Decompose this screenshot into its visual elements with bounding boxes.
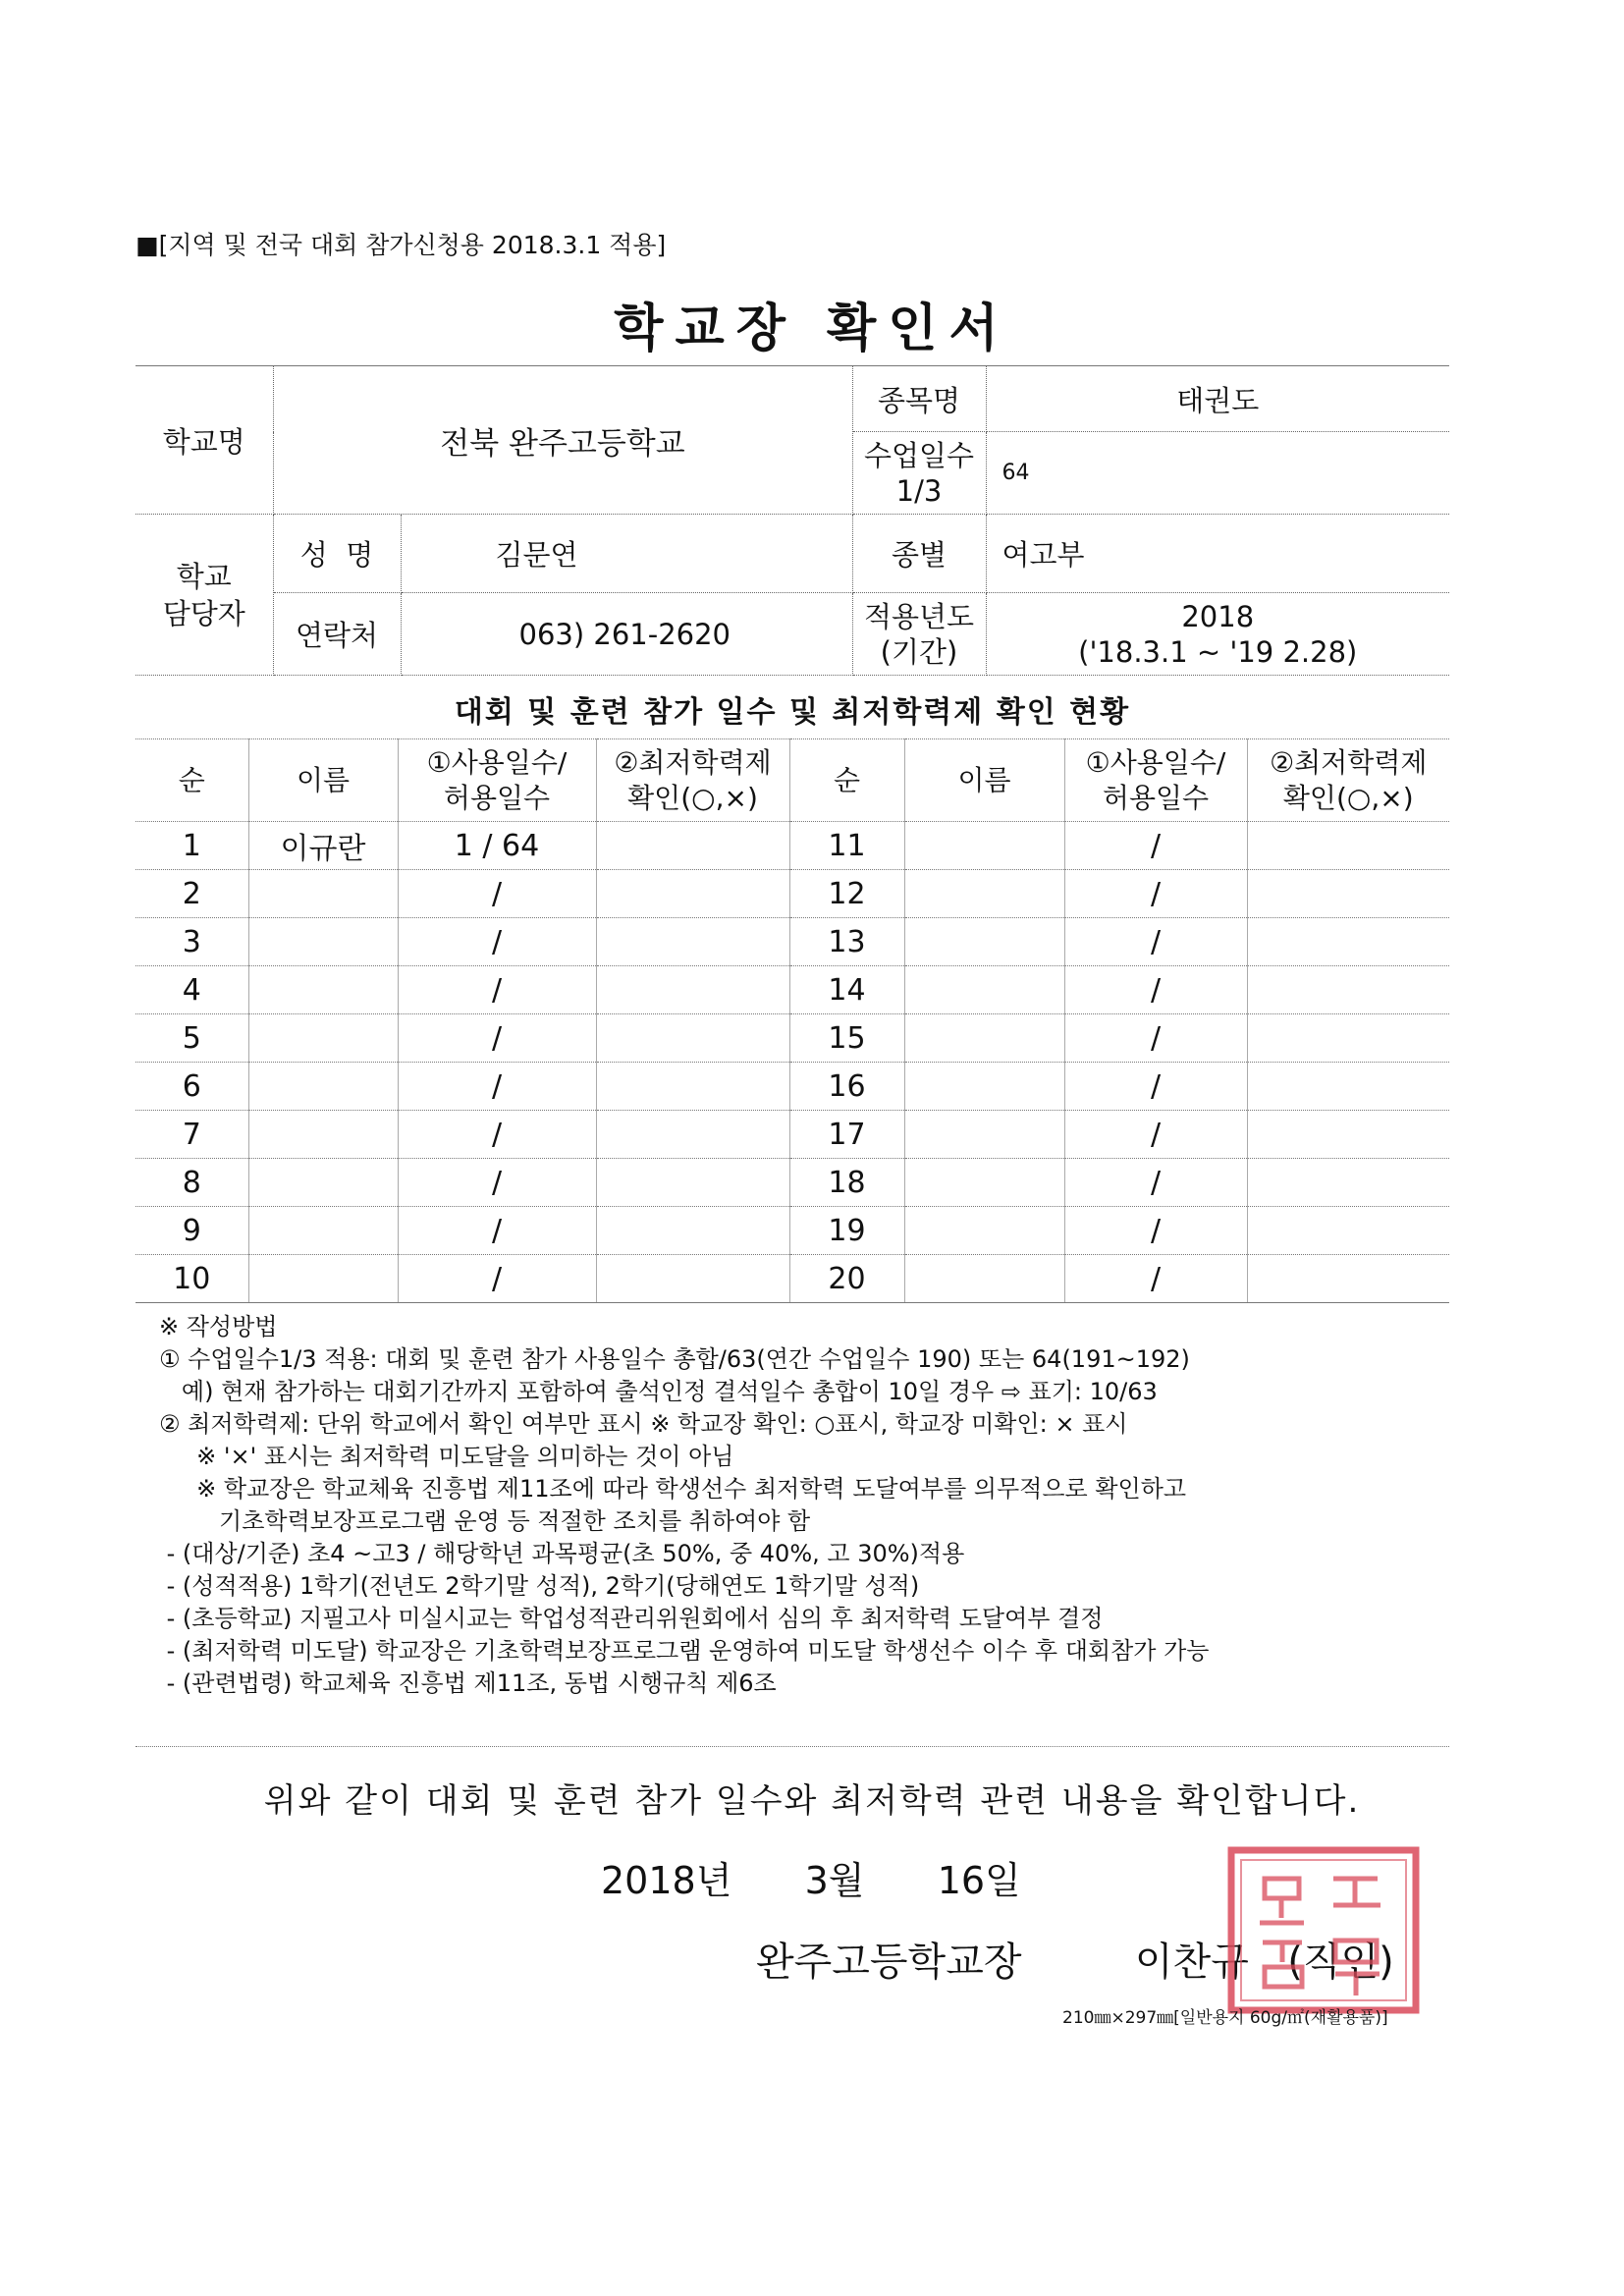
days-used: / [398, 1159, 596, 1207]
sport-value-cell [986, 366, 1449, 432]
header-min-line2: 확인(○,×) [627, 781, 758, 814]
days-used: / [398, 1255, 596, 1303]
row-no: 2 [135, 870, 248, 918]
days-used: / [1064, 870, 1247, 918]
student-name [248, 1014, 398, 1063]
days-used: / [1064, 1159, 1247, 1207]
days-used: / [1064, 966, 1247, 1014]
min-academic-check [1247, 1207, 1449, 1255]
note-line: - (관련법령) 학교체육 진흥법 제11조, 동법 시행규칙 제6조 [159, 1669, 777, 1697]
header-days-left [398, 739, 596, 822]
year-label-cell [852, 593, 986, 676]
school-name: 전북 완주고등학교 [440, 425, 685, 462]
contact-value-cell [401, 593, 852, 676]
header-days-right [1064, 739, 1247, 822]
writing-instructions [159, 1311, 1465, 1700]
days-used: / [398, 1014, 596, 1063]
name-label: 성 명 [299, 538, 374, 572]
student-name [248, 1159, 398, 1207]
manager-label-2: 담당자 [162, 596, 245, 630]
name-value: 김문연 [495, 538, 578, 572]
row-no: 8 [135, 1159, 248, 1207]
name-value-cell [401, 515, 852, 593]
days-used: / [1064, 1255, 1247, 1303]
date-year: 2018년 [601, 1859, 732, 1902]
days-used: / [398, 918, 596, 966]
days-used: / [398, 870, 596, 918]
header-no-right: 순 [789, 739, 904, 822]
min-academic-check [1247, 1063, 1449, 1111]
row-no: 14 [789, 966, 904, 1014]
student-name [248, 1207, 398, 1255]
student-name [248, 1111, 398, 1159]
school-label: 학교명 [162, 424, 245, 459]
note-line: - (대상/기준) 초4 ~고3 / 해당학년 과목평균(초 50%, 중 40%, 고 30%)적용 [159, 1540, 965, 1567]
contact-label: 연락처 [295, 619, 379, 652]
row-no: 19 [789, 1207, 904, 1255]
min-academic-check [596, 1207, 789, 1255]
student-name [248, 966, 398, 1014]
paper-spec: 210㎜×297㎜[일반용지 60g/㎡(재활용품)] [1062, 2008, 1388, 2028]
table-row [135, 870, 1449, 918]
header-days-line2: 허용일수 [1102, 781, 1210, 814]
min-academic-check [1247, 870, 1449, 918]
student-name [904, 822, 1064, 870]
contact-value: 063) 261-2620 [518, 617, 731, 651]
days-used: / [1064, 1111, 1247, 1159]
table-row [135, 1063, 1449, 1111]
name-label-cell [273, 515, 401, 593]
min-academic-check [596, 1014, 789, 1063]
days-used: / [1064, 1014, 1247, 1063]
days-used: / [398, 966, 596, 1014]
header-min-line1: ②최저학력제 [614, 745, 772, 779]
header-min-line2: 확인(○,×) [1282, 781, 1414, 814]
official-seal-stamp [1225, 1844, 1422, 2016]
note-line: - (성적적용) 1학기(전년도 2학기말 성적), 2학기(당해연도 1학기말 성적) [159, 1572, 920, 1600]
seal-label: (직인) [1287, 1940, 1394, 1985]
class-days-label-1: 수업일수 [863, 438, 975, 472]
min-academic-check [1247, 822, 1449, 870]
note-line: - (최저학력 미도달) 학교장은 기초학력보장프로그램 운영하여 미도달 학생선수 이수 후 대회참가 가능 [159, 1637, 1210, 1665]
note-line: ① 수업일수1/3 적용: 대회 및 훈련 참가 사용일수 총합/63(연간 수업일수 190) 또는 64(191~192) [159, 1345, 1190, 1373]
student-name [248, 870, 398, 918]
header-days-line1: ①사용일수/ [1085, 745, 1226, 779]
row-no: 4 [135, 966, 248, 1014]
manager-label-1: 학교 [176, 559, 232, 593]
table-row [135, 1014, 1449, 1063]
min-academic-check [596, 1159, 789, 1207]
min-academic-check [596, 1255, 789, 1303]
student-name [248, 1063, 398, 1111]
note-line: ※ 작성방법 [159, 1313, 278, 1340]
min-academic-check [1247, 1111, 1449, 1159]
row-no: 18 [789, 1159, 904, 1207]
row-no: 16 [789, 1063, 904, 1111]
contact-label-cell [273, 593, 401, 676]
table-row [135, 966, 1449, 1014]
school-name-cell [273, 366, 852, 515]
year-label-2: (기간) [880, 634, 958, 669]
note-line: ② 최저학력제: 단위 학교에서 확인 여부만 표시 ※ 학교장 확인: ○표시, 학교장 미확인: × 표시 [159, 1410, 1128, 1438]
min-academic-check [1247, 1159, 1449, 1207]
confirmation-text: 위와 같이 대회 및 훈련 참가 일수와 최저학력 관련 내용을 확인합니다. [263, 1781, 1361, 1821]
header-min-line1: ②최저학력제 [1270, 745, 1428, 779]
gender-value: 여고부 [1001, 538, 1085, 572]
days-used: 1 / 64 [398, 822, 596, 870]
note-line: 기초학력보장프로그램 운영 등 적절한 조치를 취하여야 함 [159, 1507, 811, 1535]
sport-value: 태권도 [1176, 383, 1260, 417]
gender-label: 종별 [891, 538, 947, 572]
table-row [135, 1255, 1449, 1303]
header-min-right [1247, 739, 1449, 822]
student-name [904, 1111, 1064, 1159]
student-name [904, 918, 1064, 966]
row-no: 7 [135, 1111, 248, 1159]
table-row [135, 1207, 1449, 1255]
student-name [904, 1255, 1064, 1303]
note-line: - (초등학교) 지필고사 미실시교는 학업성적관리위원회에서 심의 후 최저학력 도달여부 결정 [159, 1605, 1104, 1632]
days-used: / [1064, 822, 1247, 870]
header-min-left [596, 739, 789, 822]
min-academic-check [596, 966, 789, 1014]
min-academic-check [596, 1063, 789, 1111]
class-days-value: 64 [1001, 461, 1030, 485]
student-name [904, 966, 1064, 1014]
class-days-label-2: 1/3 [895, 473, 943, 508]
row-no: 13 [789, 918, 904, 966]
row-no: 6 [135, 1063, 248, 1111]
min-academic-check [1247, 1255, 1449, 1303]
student-name [248, 1255, 398, 1303]
page-title: 학교장 확인서 [614, 300, 1010, 358]
header-name-left: 이름 [248, 739, 398, 822]
class-days-label-cell [852, 432, 986, 515]
min-academic-check [1247, 1014, 1449, 1063]
student-name [904, 870, 1064, 918]
row-no: 3 [135, 918, 248, 966]
gender-label-cell [852, 515, 986, 593]
row-no: 10 [135, 1255, 248, 1303]
row-no: 1 [135, 822, 248, 870]
issue-date [601, 1850, 1021, 1904]
min-academic-check [596, 870, 789, 918]
class-days-value-cell [986, 432, 1449, 515]
header-days-line2: 허용일수 [443, 781, 551, 814]
principal-title: 완주고등학교장 [756, 1940, 1022, 1985]
student-name [904, 1014, 1064, 1063]
year-value-2: ('18.3.1 ~ '19 2.28) [1078, 634, 1358, 669]
student-name [904, 1159, 1064, 1207]
row-no: 9 [135, 1207, 248, 1255]
note-line: ※ '×' 표시는 최저학력 미도달을 의미하는 것이 아님 [159, 1443, 734, 1470]
student-name [904, 1207, 1064, 1255]
year-value-1: 2018 [1181, 599, 1255, 633]
row-no: 20 [789, 1255, 904, 1303]
header-no-left: 순 [135, 739, 248, 822]
row-no: 5 [135, 1014, 248, 1063]
header-days-line1: ①사용일수/ [426, 745, 568, 779]
note-line: ※ 학교장은 학교체육 진흥법 제11조에 따라 학생선수 최저학력 도달여부를 의무적으로 확인하고 [159, 1475, 1187, 1503]
school-info-table [135, 365, 1449, 676]
min-academic-check [596, 1111, 789, 1159]
attendance-table [135, 738, 1449, 1303]
divider [135, 1746, 1449, 1747]
sport-label: 종목명 [877, 383, 961, 417]
table-row [135, 1159, 1449, 1207]
row-no: 15 [789, 1014, 904, 1063]
sport-label-cell [852, 366, 986, 432]
min-academic-check [596, 918, 789, 966]
student-name [248, 918, 398, 966]
min-academic-check [596, 822, 789, 870]
form-tag: ■[지역 및 전국 대회 참가신청용 2018.3.1 적용] [135, 231, 667, 259]
days-used: / [398, 1063, 596, 1111]
manager-label-cell [135, 515, 273, 676]
row-no: 17 [789, 1111, 904, 1159]
year-label-1: 적용년도 [863, 599, 975, 633]
principal-name: 이찬규 [1134, 1940, 1249, 1985]
days-used: / [1064, 918, 1247, 966]
row-no: 11 [789, 822, 904, 870]
table-row [135, 1111, 1449, 1159]
date-day: 16일 [937, 1859, 1021, 1902]
year-value-cell [986, 593, 1449, 676]
days-used: / [398, 1111, 596, 1159]
table-row [135, 918, 1449, 966]
min-academic-check [1247, 966, 1449, 1014]
section-title: 대회 및 훈련 참가 일수 및 최저학력제 확인 현황 [454, 695, 1131, 730]
student-name: 이규란 [248, 822, 398, 870]
row-no: 12 [789, 870, 904, 918]
student-name [904, 1063, 1064, 1111]
days-used: / [1064, 1207, 1247, 1255]
school-label-cell [135, 366, 273, 515]
gender-value-cell [986, 515, 1449, 593]
days-used: / [1064, 1063, 1247, 1111]
table-row [135, 822, 1449, 870]
days-used: / [398, 1207, 596, 1255]
date-month: 3월 [804, 1859, 865, 1902]
note-line: 예) 현재 참가하는 대회기간까지 포함하여 출석인정 결석일수 총합이 10일 경우 ⇨ 표기: 10/63 [159, 1378, 1158, 1405]
min-academic-check [1247, 918, 1449, 966]
header-name-right: 이름 [904, 739, 1064, 822]
